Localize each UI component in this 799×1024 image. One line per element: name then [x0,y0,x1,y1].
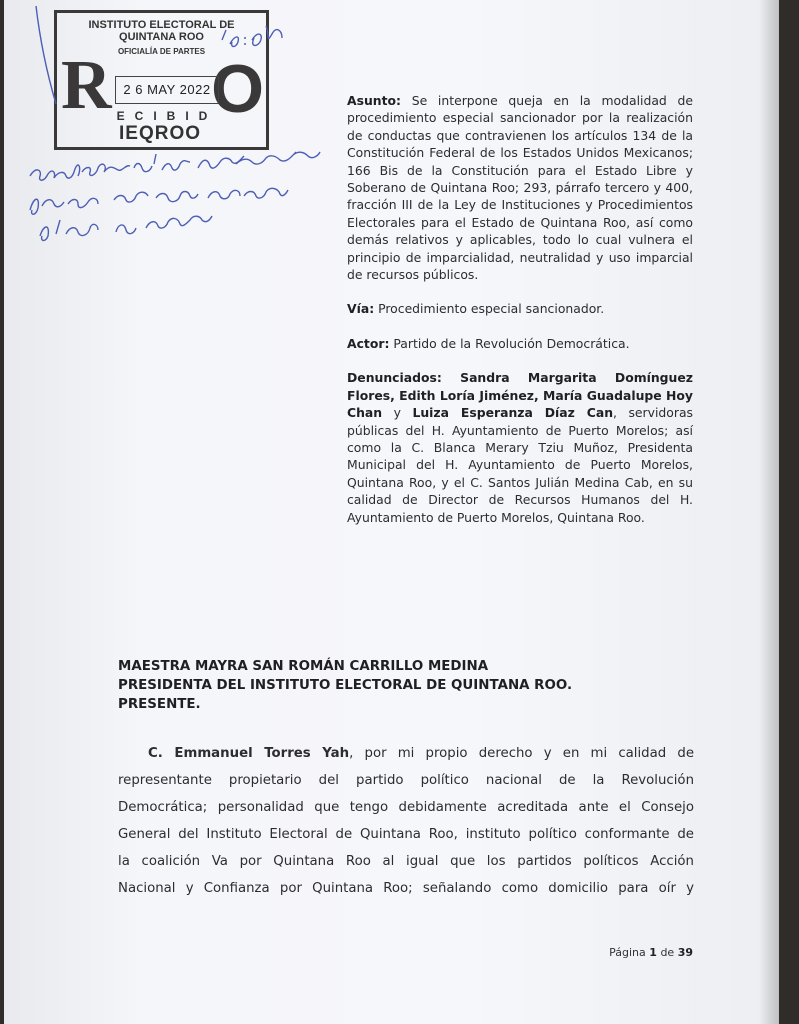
handwritten-annotation [22,0,352,250]
page-current: 1 [649,946,657,959]
via-label: Vía: [347,301,375,317]
denunciados-paragraph [347,369,693,526]
denunciados-names: Sandra Margarita Domínguez Flores, Edith Loría Jiménez, María Guadalupe Hoy Chan [347,370,693,421]
addressee-title: PRESIDENTA DEL INSTITUTO ELECTORAL DE QUINTANA ROO. [118,678,573,693]
asunto-text: Se interpone queja en la modalidad de procedimiento especial sancionador por la realización de conductas que contravienen los artículos 134 de la Constitución Federal de los Estados Unidos Mexicanos; 166 Bis de la Constitución para el Estado Libre y Soberano de Quintana Roo; 293, párrafo tercero y 400, fracción III de la Ley de Instituciones y Procedimientos Electorales para el Estado de Quintana Roo, así como demás relativos y aplicables, todo lo cual vulnera el principio de imparcialidad, neutralidad y uso imparcial de recursos públicos. [347,93,693,283]
body-line-3: Democrática; personalidad que tengo debidamente acreditada ante el Consejo [118,800,694,815]
stamp-recibido: ECIBID [116,109,218,123]
via-text: Procedimiento especial sancionador. [374,301,605,317]
document-page [4,0,779,1024]
denunciados-names-last: Luiza Esperanza Díaz Can [412,405,614,421]
body-line-2: representante propietario del partido político nacional de la Revolución [118,773,694,788]
page-edge-shadow [759,0,779,1024]
addressee-block [118,657,678,714]
actor-paragraph [347,335,693,352]
asunto-paragraph [347,92,693,283]
addressee-presente: PRESENTE. [118,697,201,712]
stamp-organization: INSTITUTO ELECTORAL DE QUINTANA ROO [88,19,235,43]
actor-text: Partido de la Revolución Democrática. [389,335,630,351]
body-line-4: General del Instituto Electoral de Quintana Roo, instituto político conformante de [118,827,694,842]
denunciados-label: Denunciados: [347,370,442,386]
body-paragraph [118,740,694,902]
denunciados-conjunction: y [382,405,413,421]
page-word: Página [609,946,646,959]
stamp-date: 2 6 MAY 2022 [115,76,219,104]
case-header [347,92,693,543]
body-line-6: Nacional y Confianza por Quintana Roo; señalando como domicilio para oír y [118,881,694,896]
page-of: de [660,946,675,959]
page-total: 39 [677,946,693,959]
body-line-5: la coalición Va por Quintana Roo al igual que los partidos políticos Acción [118,854,694,869]
body-line-1-text: , por mi propio derecho y en mi calidad de [349,746,694,761]
asunto-label: Asunto: [347,93,401,108]
ieqroo-logo: IEQROO [119,123,202,144]
stamp-letter-r: R [61,47,112,124]
page-number [609,946,693,959]
via-paragraph [347,300,693,317]
stamp-letter-o: O [211,51,264,127]
addressee-name: MAESTRA MAYRA SAN ROMÁN CARRILLO MEDINA [118,659,489,674]
actor-label: Actor: [347,335,390,351]
stamp-office: OFICIALÍA DE PARTES [117,47,206,56]
signatory-name: C. Emmanuel Torres Yah [148,746,350,761]
body-line-1 [118,740,694,767]
denunciados-text: , servidoras públicas del H. Ayuntamiento de Puerto Morelos; así como la C. Blanca Merary Tziu Muñoz, Presidenta Municipal del H. Ayuntamiento de Puerto Morelos, Quintana Roo, y el C. Santos Julián Medina Cab, en su calidad de Director de Recursos Humanos del H. Ayuntamiento de Puerto Morelos, Quintana Roo. [347,405,693,525]
